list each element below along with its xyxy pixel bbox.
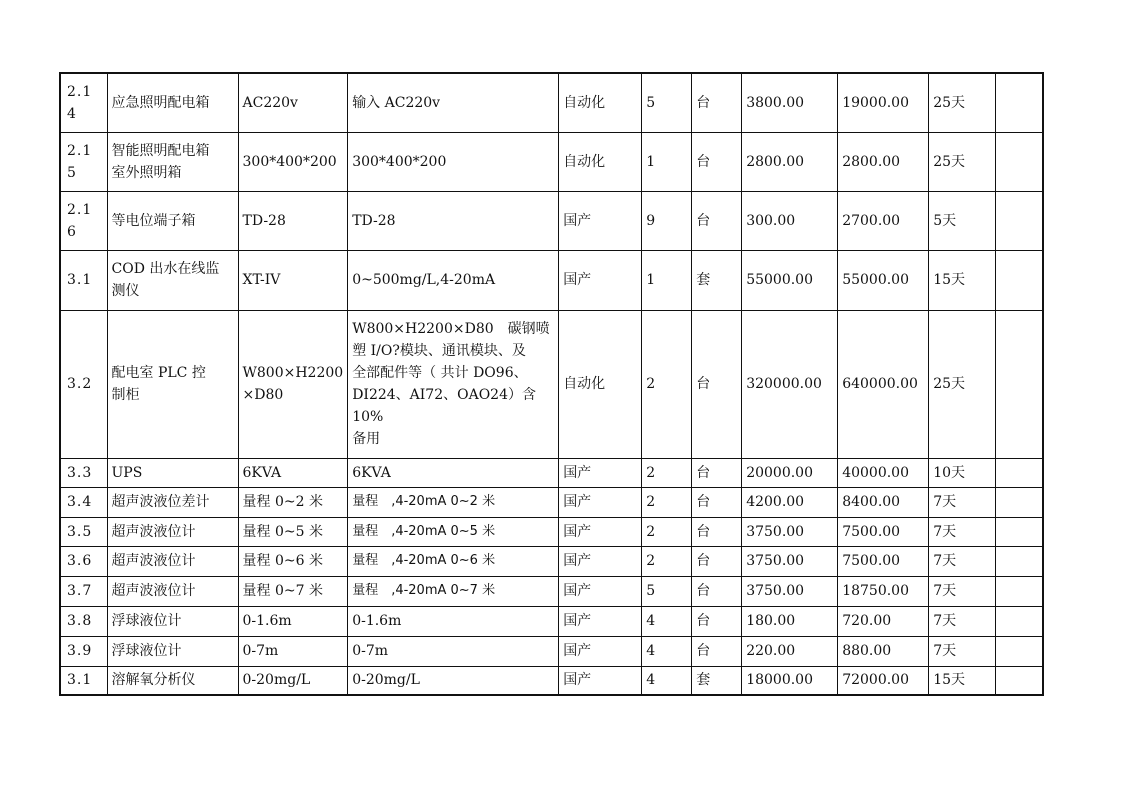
table-row xyxy=(60,546,1043,576)
item-name-cell: 超声波液位计 xyxy=(107,576,238,606)
item-number-cell: 3.9 xyxy=(60,636,107,666)
item-origin-cell: 自动化 xyxy=(559,310,642,458)
item-lead-time-cell: 25天 xyxy=(929,310,996,458)
item-number-cell: 2.1 6 xyxy=(60,191,107,250)
item-total-price-cell: 8400.00 xyxy=(838,487,929,517)
item-unit-cell: 台 xyxy=(692,191,742,250)
item-remark-cell xyxy=(996,132,1043,191)
item-total-price-cell: 7500.00 xyxy=(838,546,929,576)
item-name-cell: 配电室 PLC 控 制柜 xyxy=(107,310,238,458)
item-spec-cell: W800×H2200×D80 碳钢喷 塑 I/O?模块、通讯模块、及 全部配件等（ 共计 DO96、 DI224、AI72、OAO24）含 10% 备用 xyxy=(348,310,559,458)
item-total-price-cell: 72000.00 xyxy=(838,666,929,695)
item-model-cell: 6KVA xyxy=(238,458,348,487)
equipment-table xyxy=(59,72,1044,696)
item-origin-cell: 国产 xyxy=(559,487,642,517)
item-spec-cell: 量程 ,4-20mA 0~7 米 xyxy=(348,576,559,606)
item-remark-cell xyxy=(996,458,1043,487)
item-quantity-cell: 4 xyxy=(642,666,692,695)
item-lead-time-cell: 7天 xyxy=(929,546,996,576)
item-lead-time-cell: 7天 xyxy=(929,636,996,666)
item-number-cell: 3.7 xyxy=(60,576,107,606)
item-unit-price-cell: 18000.00 xyxy=(742,666,838,695)
item-lead-time-cell: 7天 xyxy=(929,517,996,546)
item-total-price-cell: 2800.00 xyxy=(838,132,929,191)
item-origin-cell: 国产 xyxy=(559,458,642,487)
item-origin-cell: 国产 xyxy=(559,250,642,310)
item-model-cell: 量程 0~5 米 xyxy=(238,517,348,546)
item-spec-cell: TD-28 xyxy=(348,191,559,250)
item-number-cell: 3.2 xyxy=(60,310,107,458)
item-remark-cell xyxy=(996,636,1043,666)
item-unit-cell: 台 xyxy=(692,576,742,606)
item-spec-cell: 0-1.6m xyxy=(348,606,559,636)
table-row xyxy=(60,250,1043,310)
item-name-cell: 等电位端子箱 xyxy=(107,191,238,250)
item-remark-cell xyxy=(996,250,1043,310)
item-lead-time-cell: 10天 xyxy=(929,458,996,487)
item-number-cell: 2.1 4 xyxy=(60,73,107,132)
item-origin-cell: 国产 xyxy=(559,546,642,576)
item-unit-cell: 台 xyxy=(692,546,742,576)
item-unit-price-cell: 320000.00 xyxy=(742,310,838,458)
item-total-price-cell: 640000.00 xyxy=(838,310,929,458)
item-remark-cell xyxy=(996,576,1043,606)
table-row xyxy=(60,636,1043,666)
item-quantity-cell: 2 xyxy=(642,517,692,546)
item-origin-cell: 国产 xyxy=(559,636,642,666)
item-spec-cell: 0-7m xyxy=(348,636,559,666)
item-model-cell: TD-28 xyxy=(238,191,348,250)
item-total-price-cell: 40000.00 xyxy=(838,458,929,487)
item-unit-price-cell: 180.00 xyxy=(742,606,838,636)
item-model-cell: 0-20mg/L xyxy=(238,666,348,695)
table-row xyxy=(60,576,1043,606)
item-unit-cell: 套 xyxy=(692,666,742,695)
item-remark-cell xyxy=(996,606,1043,636)
table-row xyxy=(60,73,1043,132)
item-lead-time-cell: 25天 xyxy=(929,132,996,191)
item-model-cell: 量程 0~7 米 xyxy=(238,576,348,606)
item-unit-price-cell: 220.00 xyxy=(742,636,838,666)
item-quantity-cell: 4 xyxy=(642,606,692,636)
item-spec-cell: 量程 ,4-20mA 0~2 米 xyxy=(348,487,559,517)
item-remark-cell xyxy=(996,191,1043,250)
item-quantity-cell: 1 xyxy=(642,250,692,310)
item-quantity-cell: 2 xyxy=(642,546,692,576)
item-remark-cell xyxy=(996,73,1043,132)
item-name-cell: 智能照明配电箱 室外照明箱 xyxy=(107,132,238,191)
item-unit-cell: 套 xyxy=(692,250,742,310)
equipment-table-body xyxy=(60,73,1043,695)
item-unit-price-cell: 3750.00 xyxy=(742,546,838,576)
item-lead-time-cell: 7天 xyxy=(929,576,996,606)
item-remark-cell xyxy=(996,487,1043,517)
item-unit-price-cell: 20000.00 xyxy=(742,458,838,487)
item-unit-price-cell: 4200.00 xyxy=(742,487,838,517)
item-spec-cell: 300*400*200 xyxy=(348,132,559,191)
item-number-cell: 3.8 xyxy=(60,606,107,636)
item-number-cell: 3.6 xyxy=(60,546,107,576)
item-number-cell: 3.1 xyxy=(60,666,107,695)
item-unit-cell: 台 xyxy=(692,132,742,191)
item-origin-cell: 自动化 xyxy=(559,73,642,132)
item-spec-cell: 量程 ,4-20mA 0~6 米 xyxy=(348,546,559,576)
item-unit-cell: 台 xyxy=(692,636,742,666)
item-origin-cell: 国产 xyxy=(559,576,642,606)
item-unit-cell: 台 xyxy=(692,458,742,487)
item-unit-cell: 台 xyxy=(692,606,742,636)
table-row xyxy=(60,487,1043,517)
item-origin-cell: 国产 xyxy=(559,666,642,695)
item-number-cell: 3.5 xyxy=(60,517,107,546)
item-total-price-cell: 720.00 xyxy=(838,606,929,636)
item-number-cell: 3.1 xyxy=(60,250,107,310)
item-total-price-cell: 19000.00 xyxy=(838,73,929,132)
item-lead-time-cell: 7天 xyxy=(929,606,996,636)
item-name-cell: UPS xyxy=(107,458,238,487)
table-row xyxy=(60,458,1043,487)
item-unit-price-cell: 3750.00 xyxy=(742,517,838,546)
item-unit-cell: 台 xyxy=(692,517,742,546)
item-spec-cell: 量程 ,4-20mA 0~5 米 xyxy=(348,517,559,546)
table-row xyxy=(60,310,1043,458)
table-row xyxy=(60,606,1043,636)
item-number-cell: 3.4 xyxy=(60,487,107,517)
item-number-cell: 2.1 5 xyxy=(60,132,107,191)
item-model-cell: 量程 0~2 米 xyxy=(238,487,348,517)
table-row xyxy=(60,517,1043,546)
item-remark-cell xyxy=(996,546,1043,576)
item-spec-cell: 0-20mg/L xyxy=(348,666,559,695)
item-lead-time-cell: 5天 xyxy=(929,191,996,250)
item-spec-cell: 0~500mg/L,4-20mA xyxy=(348,250,559,310)
item-model-cell: W800×H2200 ×D80 xyxy=(238,310,348,458)
item-lead-time-cell: 15天 xyxy=(929,666,996,695)
item-quantity-cell: 4 xyxy=(642,636,692,666)
item-unit-cell: 台 xyxy=(692,73,742,132)
item-spec-cell: 输入 AC220v xyxy=(348,73,559,132)
item-quantity-cell: 2 xyxy=(642,458,692,487)
item-model-cell: 0-7m xyxy=(238,636,348,666)
item-name-cell: 浮球液位计 xyxy=(107,606,238,636)
item-quantity-cell: 2 xyxy=(642,487,692,517)
item-model-cell: AC220v xyxy=(238,73,348,132)
item-origin-cell: 国产 xyxy=(559,606,642,636)
item-origin-cell: 国产 xyxy=(559,517,642,546)
item-origin-cell: 国产 xyxy=(559,191,642,250)
item-lead-time-cell: 25天 xyxy=(929,73,996,132)
item-name-cell: 浮球液位计 xyxy=(107,636,238,666)
table-row xyxy=(60,132,1043,191)
item-name-cell: COD 出水在线监 测仪 xyxy=(107,250,238,310)
item-lead-time-cell: 7天 xyxy=(929,487,996,517)
item-remark-cell xyxy=(996,666,1043,695)
item-name-cell: 超声波液位计 xyxy=(107,546,238,576)
item-model-cell: XT-IV xyxy=(238,250,348,310)
item-total-price-cell: 7500.00 xyxy=(838,517,929,546)
item-unit-cell: 台 xyxy=(692,310,742,458)
item-unit-price-cell: 300.00 xyxy=(742,191,838,250)
item-name-cell: 溶解氧分析仪 xyxy=(107,666,238,695)
item-spec-cell: 6KVA xyxy=(348,458,559,487)
item-lead-time-cell: 15天 xyxy=(929,250,996,310)
item-unit-price-cell: 55000.00 xyxy=(742,250,838,310)
item-model-cell: 0-1.6m xyxy=(238,606,348,636)
item-total-price-cell: 18750.00 xyxy=(838,576,929,606)
item-model-cell: 300*400*200 xyxy=(238,132,348,191)
item-unit-price-cell: 2800.00 xyxy=(742,132,838,191)
item-quantity-cell: 9 xyxy=(642,191,692,250)
item-quantity-cell: 5 xyxy=(642,576,692,606)
item-unit-cell: 台 xyxy=(692,487,742,517)
item-unit-price-cell: 3750.00 xyxy=(742,576,838,606)
item-quantity-cell: 5 xyxy=(642,73,692,132)
item-model-cell: 量程 0~6 米 xyxy=(238,546,348,576)
item-remark-cell xyxy=(996,310,1043,458)
item-number-cell: 3.3 xyxy=(60,458,107,487)
item-name-cell: 应急照明配电箱 xyxy=(107,73,238,132)
item-total-price-cell: 880.00 xyxy=(838,636,929,666)
item-name-cell: 超声波液位差计 xyxy=(107,487,238,517)
item-unit-price-cell: 3800.00 xyxy=(742,73,838,132)
item-origin-cell: 自动化 xyxy=(559,132,642,191)
item-remark-cell xyxy=(996,517,1043,546)
item-quantity-cell: 2 xyxy=(642,310,692,458)
item-total-price-cell: 55000.00 xyxy=(838,250,929,310)
table-row xyxy=(60,191,1043,250)
item-name-cell: 超声波液位计 xyxy=(107,517,238,546)
item-quantity-cell: 1 xyxy=(642,132,692,191)
table-row xyxy=(60,666,1043,695)
item-total-price-cell: 2700.00 xyxy=(838,191,929,250)
